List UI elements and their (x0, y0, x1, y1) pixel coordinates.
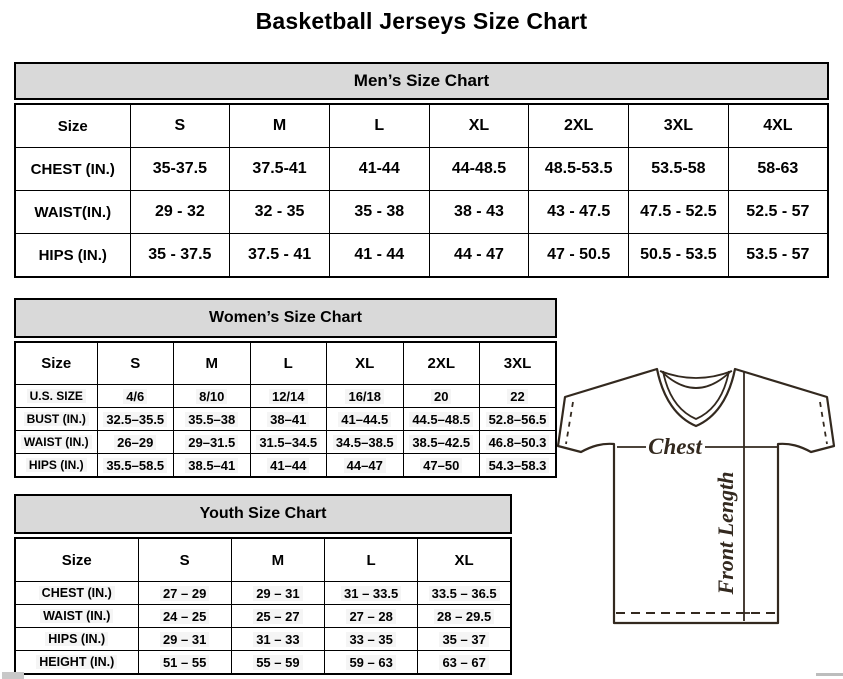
cell-value: 31.5–34.5 (256, 435, 320, 450)
row-label: CHEST (IN.) (15, 148, 130, 191)
cell: 43 - 47.5 (529, 191, 629, 234)
row-label (15, 628, 138, 651)
cell (174, 454, 251, 478)
cell-value: 33 – 35 (346, 632, 395, 647)
column-header: S (97, 342, 174, 385)
womens-size-chart-section (14, 298, 557, 478)
cell: 41-44 (329, 148, 429, 191)
cell-value: 27 – 29 (160, 586, 209, 601)
cell-value: 38–41 (267, 412, 309, 427)
cell-value: 31 – 33 (253, 632, 302, 647)
cell (480, 454, 557, 478)
cell (174, 408, 251, 431)
cell (480, 385, 557, 408)
row-label (15, 385, 97, 408)
column-header: XL (418, 538, 511, 582)
cell: 29 - 32 (130, 191, 230, 234)
mens-chart-banner: Men’s Size Chart (14, 62, 829, 100)
cell (250, 454, 327, 478)
scrollbar-fragment-left (2, 672, 24, 679)
cell: 32 - 35 (230, 191, 330, 234)
table-row (15, 628, 511, 651)
youth-chart-banner: Youth Size Chart (14, 494, 512, 534)
column-header: Size (15, 104, 130, 148)
cell: 47 - 50.5 (529, 234, 629, 278)
cell-value: 35 – 37 (439, 632, 488, 647)
cell: 47.5 - 52.5 (629, 191, 729, 234)
row-label (15, 408, 97, 431)
cell-value: 32.5–35.5 (103, 412, 167, 427)
table-row (15, 651, 511, 675)
cell (418, 605, 511, 628)
cell-value: HIPS (IN.) (26, 458, 87, 472)
womens-header-row (15, 342, 556, 385)
column-header: Size (15, 342, 97, 385)
cell-value: 33.5 – 36.5 (429, 586, 500, 601)
front-length-label: Front Length (713, 471, 738, 595)
column-header: 2XL (403, 342, 480, 385)
cell-value: 12/14 (269, 389, 308, 404)
page-title: Basketball Jerseys Size Chart (255, 8, 588, 34)
cell (231, 651, 324, 675)
column-header: M (230, 104, 330, 148)
cell (327, 408, 404, 431)
row-label: HIPS (IN.) (15, 234, 130, 278)
cell-value: 41–44 (267, 458, 309, 473)
column-header: XL (429, 104, 529, 148)
cell (174, 431, 251, 454)
cell-value: 25 – 27 (253, 609, 302, 624)
cell (250, 385, 327, 408)
row-label (15, 605, 138, 628)
cell-value: 46.8–50.3 (486, 435, 550, 450)
mens-header-row (15, 104, 828, 148)
cell-value: 8/10 (196, 389, 227, 404)
cell (327, 431, 404, 454)
cell (231, 605, 324, 628)
column-header: L (325, 538, 418, 582)
cell: 52.5 - 57 (728, 191, 828, 234)
cell-value: HIPS (IN.) (45, 632, 108, 646)
cell: 44 - 47 (429, 234, 529, 278)
row-label: WAIST(IN.) (15, 191, 130, 234)
table-row (15, 431, 556, 454)
cell-value: U.S. SIZE (27, 389, 86, 403)
cell: 50.5 - 53.5 (629, 234, 729, 278)
cell-value: HEIGHT (IN.) (36, 655, 117, 669)
column-header: S (138, 538, 231, 582)
cell-value: 29–31.5 (185, 435, 238, 450)
cell (327, 385, 404, 408)
cell: 35 - 38 (329, 191, 429, 234)
table-row (15, 454, 556, 478)
cell (325, 651, 418, 675)
cell (138, 582, 231, 605)
row-label (15, 454, 97, 478)
cell-value: 27 – 28 (346, 609, 395, 624)
neck-arc-shallow (660, 371, 732, 378)
cell: 53.5 - 57 (728, 234, 828, 278)
scrollbar-fragment-right (816, 673, 843, 676)
cell-value: 4/6 (123, 389, 147, 404)
youth-size-table (14, 537, 512, 675)
cell-value: 29 – 31 (253, 586, 302, 601)
cell (403, 385, 480, 408)
cell (480, 431, 557, 454)
cell-value: 51 – 55 (160, 655, 209, 670)
table-row (15, 191, 828, 234)
column-header: Size (15, 538, 138, 582)
cell (403, 408, 480, 431)
cell-value: 26–29 (114, 435, 156, 450)
table-row (15, 605, 511, 628)
youth-size-chart-section (14, 494, 512, 675)
cuff-stitch-right (820, 402, 827, 444)
cell-value: 24 – 25 (160, 609, 209, 624)
cell (97, 431, 174, 454)
column-header: S (130, 104, 230, 148)
column-header: L (329, 104, 429, 148)
chest-label: Chest (648, 434, 702, 459)
cell (138, 628, 231, 651)
row-label (15, 431, 97, 454)
cell-value: 16/18 (345, 389, 384, 404)
cell: 37.5 - 41 (230, 234, 330, 278)
cell: 48.5-53.5 (529, 148, 629, 191)
cell (231, 628, 324, 651)
youth-header-row (15, 538, 511, 582)
cell (325, 582, 418, 605)
cell (138, 605, 231, 628)
cell-value: 38.5–41 (185, 458, 238, 473)
column-header: 3XL (629, 104, 729, 148)
cell (325, 628, 418, 651)
cell: 53.5-58 (629, 148, 729, 191)
cell: 35-37.5 (130, 148, 230, 191)
cell (231, 582, 324, 605)
cell-value: WAIST (IN.) (40, 609, 113, 623)
cell-value: 31 – 33.5 (341, 586, 401, 601)
cell (325, 605, 418, 628)
column-header: XL (327, 342, 404, 385)
cell-value: 34.5–38.5 (333, 435, 397, 450)
cell-value: 38.5–42.5 (409, 435, 473, 450)
jersey-measurement-diagram (550, 355, 843, 645)
cuff-stitch-left (566, 402, 573, 444)
cell (97, 408, 174, 431)
cell (480, 408, 557, 431)
cell (138, 651, 231, 675)
table-row (15, 582, 511, 605)
cell: 41 - 44 (329, 234, 429, 278)
cell (97, 454, 174, 478)
womens-chart-banner: Women’s Size Chart (14, 298, 557, 338)
mens-size-table (14, 103, 829, 278)
cell (418, 651, 511, 675)
column-header: 4XL (728, 104, 828, 148)
cell (418, 582, 511, 605)
cell-value: 47–50 (420, 458, 462, 473)
cell-value: 28 – 29.5 (434, 609, 494, 624)
cell (250, 408, 327, 431)
cell-value: WAIST (IN.) (21, 435, 92, 449)
womens-size-table (14, 341, 557, 478)
table-row (15, 234, 828, 278)
cell-value: 44–47 (344, 458, 386, 473)
jersey-outline-shape (558, 369, 834, 623)
cell (418, 628, 511, 651)
mens-size-chart-section (14, 62, 829, 278)
cell-value: BUST (IN.) (24, 412, 89, 426)
table-row (15, 408, 556, 431)
cell-value: 35.5–38 (185, 412, 238, 427)
cell-value: 44.5–48.5 (409, 412, 473, 427)
cell: 44-48.5 (429, 148, 529, 191)
cell: 38 - 43 (429, 191, 529, 234)
cell (97, 385, 174, 408)
neck-arc-deep (661, 371, 731, 388)
cell-value: 35.5–58.5 (103, 458, 167, 473)
cell (327, 454, 404, 478)
table-row (15, 148, 828, 191)
cell: 58-63 (728, 148, 828, 191)
cell: 35 - 37.5 (130, 234, 230, 278)
cell: 37.5-41 (230, 148, 330, 191)
cell-value: 55 – 59 (253, 655, 302, 670)
cell (174, 385, 251, 408)
cell-value: CHEST (IN.) (39, 586, 115, 600)
cell-value: 54.3–58.3 (486, 458, 550, 473)
row-label (15, 582, 138, 605)
column-header: L (250, 342, 327, 385)
row-label (15, 651, 138, 675)
cell (403, 454, 480, 478)
cell (250, 431, 327, 454)
column-header: 3XL (480, 342, 557, 385)
cell-value: 22 (507, 389, 527, 404)
cell-value: 20 (431, 389, 451, 404)
table-row (15, 385, 556, 408)
cell (403, 431, 480, 454)
column-header: M (231, 538, 324, 582)
cell-value: 52.8–56.5 (486, 412, 550, 427)
cell-value: 29 – 31 (160, 632, 209, 647)
column-header: 2XL (529, 104, 629, 148)
column-header: M (174, 342, 251, 385)
cell-value: 59 – 63 (346, 655, 395, 670)
cell-value: 63 – 67 (439, 655, 488, 670)
cell-value: 41–44.5 (338, 412, 391, 427)
